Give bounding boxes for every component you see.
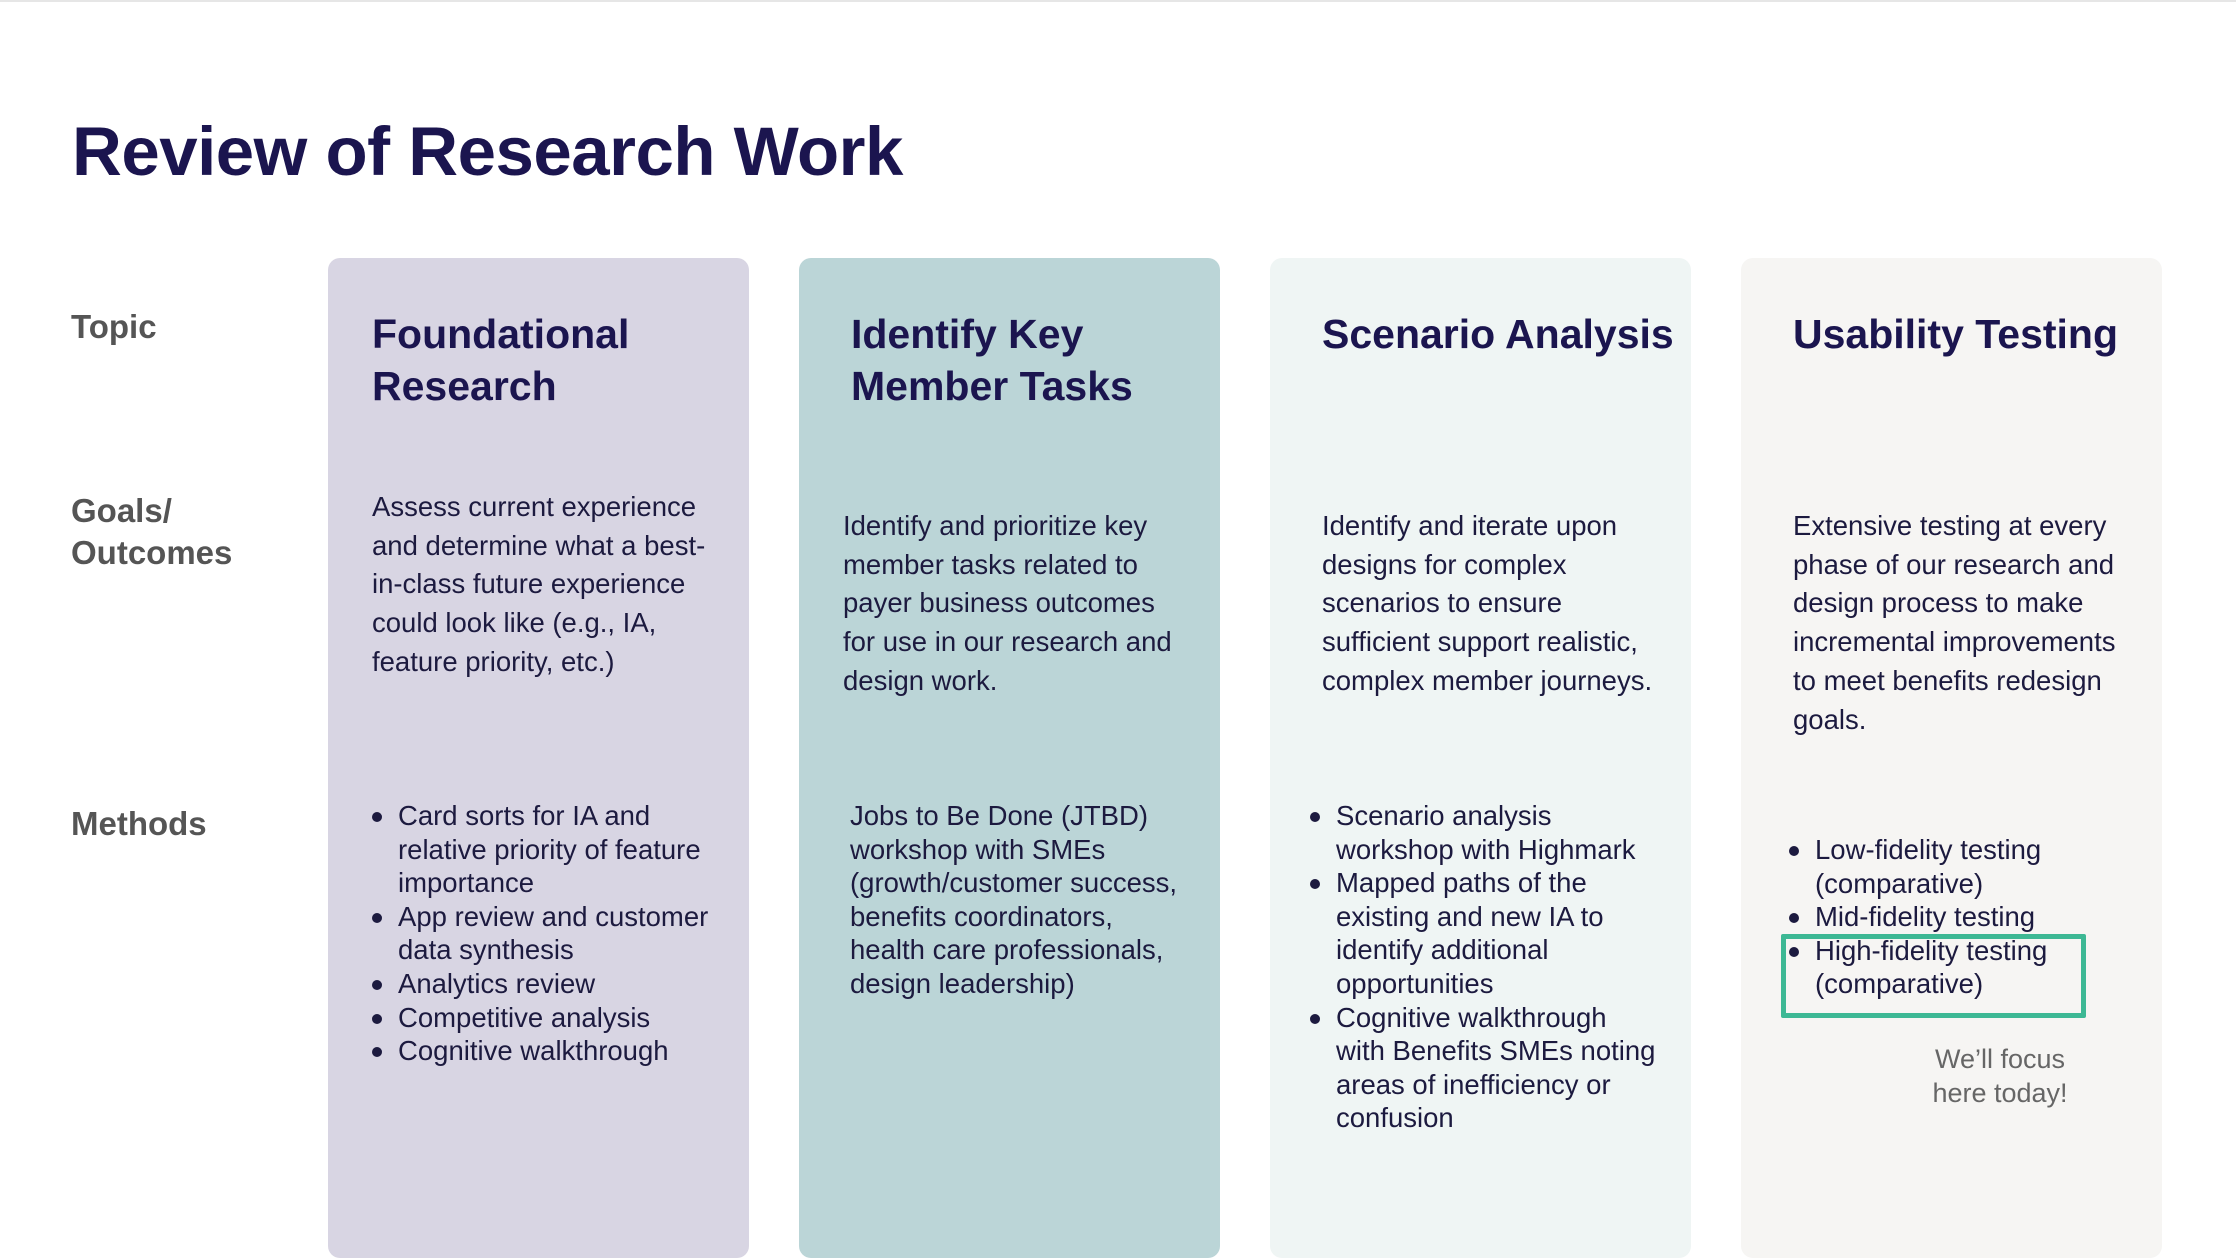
- method-item: Card sorts for IA and relative priority of feature importance: [372, 799, 722, 900]
- method-item: Cognitive walkthrough with Benefits SMEs noting areas of inefficiency or confusion: [1310, 1001, 1660, 1135]
- row-label-goals: Goals/ Outcomes: [71, 492, 233, 571]
- method-item: Low-fidelity testing (comparative): [1789, 833, 2139, 900]
- method-item: Analytics review: [372, 967, 722, 1001]
- method-item: Scenario analysis workshop with Highmark: [1310, 799, 1660, 866]
- method-item: Mid-fidelity testing: [1789, 900, 2139, 934]
- column-title: Identify Key Member Tasks: [851, 311, 1133, 409]
- methods-text: Jobs to Be Done (JTBD) workshop with SMEs (growth/customer success, benefits coordinators, health care professionals, design leadership): [850, 800, 1178, 999]
- page-title: Review of Research Work: [72, 113, 903, 190]
- focus-note: We’ll focus here today!: [1932, 1044, 2068, 1108]
- column-goal: Assess current experience and determine what a best-in-class future experience could look like (e.g., IA, feature priority, etc.): [372, 491, 706, 677]
- method-item: Cognitive walkthrough: [372, 1034, 722, 1068]
- column-scenario-analysis: [1270, 258, 1691, 1258]
- method-item: High-fidelity testing (comparative): [1789, 934, 2139, 1001]
- focus-highlight-box: [1781, 934, 2086, 1018]
- column-goal: Identify and prioritize key member tasks related to payer business outcomes for use in our research and design work.: [843, 510, 1172, 696]
- methods-list: [372, 799, 722, 1068]
- row-label-topic: Topic: [71, 308, 157, 345]
- column-goal: Identify and iterate upon designs for complex scenarios to ensure sufficient support realistic, complex member journeys.: [1322, 510, 1653, 696]
- method-item: App review and customer data synthesis: [372, 900, 722, 967]
- column-title: Usability Testing: [1793, 311, 2119, 357]
- method-item: Mapped paths of the existing and new IA to identify additional opportunities: [1310, 866, 1660, 1000]
- methods-list: [1310, 799, 1660, 1135]
- method-item: Competitive analysis: [372, 1001, 722, 1035]
- column-title: Scenario Analysis: [1322, 311, 1674, 357]
- top-divider: [0, 0, 2236, 2]
- column-title: Foundational Research: [372, 311, 630, 409]
- column-identify-key-member-tasks: [799, 258, 1220, 1258]
- column-goal: Extensive testing at every phase of our research and design process to make incremental improvements to meet benefits redesign goals.: [1793, 510, 2116, 735]
- column-foundational-research: [328, 258, 749, 1258]
- row-label-methods: Methods: [71, 805, 207, 842]
